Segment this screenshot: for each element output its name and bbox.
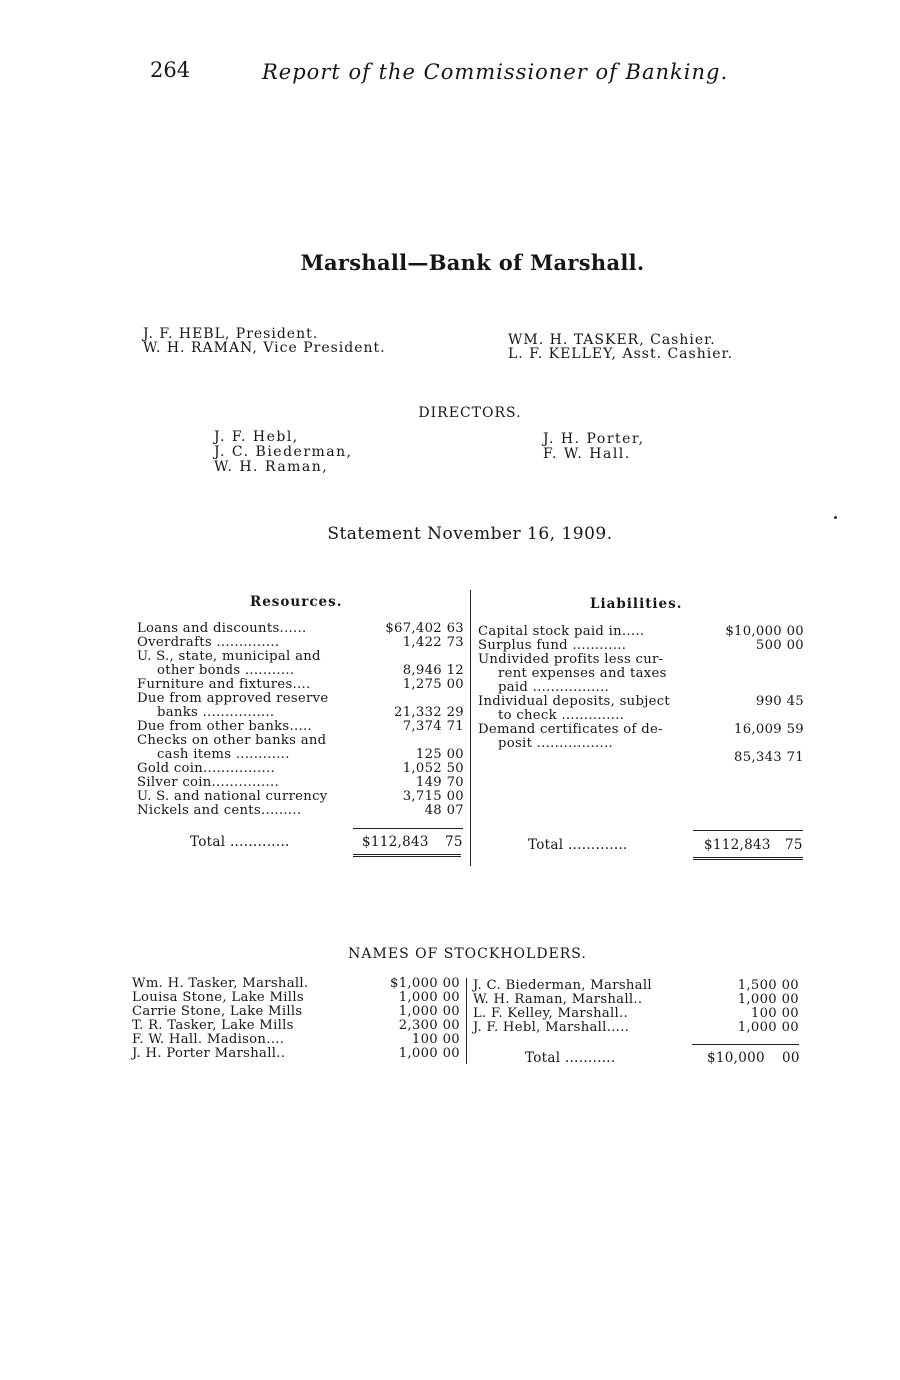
stockholders-total-dollars: $10,000 xyxy=(707,1050,765,1066)
officer-cashier: WM. H. TASKER, Cashier. xyxy=(508,332,716,348)
liabilities-total-dollars: $112,843 xyxy=(704,837,771,853)
stockholders-right-wrap xyxy=(473,979,799,1035)
table-row: 85,343 71 xyxy=(734,750,804,765)
page-number: 264 xyxy=(150,58,191,82)
table-row: Capital stock paid in..... $10,000 00 xyxy=(478,624,804,639)
table-row: Wm. H. Tasker, Marshall. $1,000 00 xyxy=(132,976,460,991)
resources-heading: Resources. xyxy=(250,594,343,610)
director-item: J. F. Hebl, xyxy=(214,429,299,445)
column-divider xyxy=(470,590,471,866)
liabilities-rule xyxy=(693,830,803,831)
table-row: Louisa Stone, Lake Mills 1,000 00 xyxy=(132,990,460,1005)
resources-double-rule xyxy=(353,854,461,857)
officer-vice-president: W. H. RAMAN, Vice President. xyxy=(143,340,386,356)
stockholders-total-cents: 00 xyxy=(782,1050,800,1066)
table-row: other bonds ........... 8,946 12 xyxy=(157,663,464,678)
officer-asst-cashier: L. F. KELLEY, Asst. Cashier. xyxy=(508,346,734,362)
table-row: Checks on other banks and xyxy=(137,733,327,748)
table-row: Silver coin............... 149 70 xyxy=(137,775,464,790)
table-row: U. S., state, municipal and xyxy=(137,649,321,664)
table-row: Furniture and fixtures.... 1,275 00 xyxy=(137,677,464,692)
stockholders-left-wrap xyxy=(132,977,460,1061)
table-row: Overdrafts .............. 1,422 73 xyxy=(137,635,464,650)
table-row: T. R. Tasker, Lake Mills 2,300 00 xyxy=(132,1018,460,1033)
directors-left xyxy=(214,430,353,475)
stockholders-right-table xyxy=(473,979,799,1035)
statement-title: Statement November 16, 1909. xyxy=(327,524,613,544)
table-row: J. C. Biederman, Marshall 1,500 00 xyxy=(473,978,799,993)
bank-title: Marshall—Bank of Marshall. xyxy=(300,250,645,275)
liabilities-total-cents: 75 xyxy=(785,837,803,853)
director-item: J. H. Porter, xyxy=(543,431,645,447)
resources-table xyxy=(137,622,464,818)
running-title: Report of the Commissioner of Banking. xyxy=(262,60,729,84)
table-row: cash items ............ 125 00 xyxy=(157,747,464,762)
table-row: posit ................. xyxy=(498,736,614,751)
resources-total-cents: 75 xyxy=(445,834,463,850)
resources-total-label: Total ............. xyxy=(190,834,290,850)
stray-mark xyxy=(834,516,837,519)
director-item: W. H. Raman, xyxy=(214,459,329,475)
table-row: Carrie Stone, Lake Mills 1,000 00 xyxy=(132,1004,460,1019)
stockholders-heading: NAMES OF STOCKHOLDERS. xyxy=(348,946,587,962)
director-item: F. W. Hall. xyxy=(543,446,631,462)
resources-table-wrap xyxy=(137,622,464,818)
officers-right xyxy=(508,333,733,361)
table-row: L. F. Kelley, Marshall.. 100 00 xyxy=(473,1006,799,1021)
directors-heading: DIRECTORS. xyxy=(418,405,522,421)
liabilities-table xyxy=(478,625,804,765)
resources-total-dollars: $112,843 xyxy=(362,834,429,850)
liabilities-double-rule xyxy=(693,857,803,860)
resources-rule xyxy=(353,828,463,829)
liabilities-table-wrap xyxy=(478,625,804,765)
liabilities-heading: Liabilities. xyxy=(590,596,683,612)
table-row: paid ................. xyxy=(498,680,610,695)
table-row: Due from other banks..... 7,374 71 xyxy=(137,719,464,734)
table-row: to check .............. xyxy=(498,708,625,723)
table-row: F. W. Hall. Madison.... 100 00 xyxy=(132,1032,460,1047)
table-row: Gold coin................ 1,052 50 xyxy=(137,761,464,776)
table-row: U. S. and national currency 3,715 00 xyxy=(137,789,464,804)
stockholders-total-label: Total ........... xyxy=(525,1050,616,1066)
table-row: rent expenses and taxes xyxy=(498,666,667,681)
director-item: J. C. Biederman, xyxy=(214,444,353,460)
table-row: Due from approved reserve xyxy=(137,691,329,706)
table-row: Demand certificates of de- 16,009 59 xyxy=(478,722,804,737)
officer-president: J. F. HEBL, President. xyxy=(143,326,319,342)
stockholders-rule xyxy=(692,1044,799,1045)
table-row: J. F. Hebl, Marshall..... 1,000 00 xyxy=(473,1020,799,1035)
table-row: Nickels and cents......... 48 07 xyxy=(137,803,464,818)
table-row: banks ................ 21,332 29 xyxy=(157,705,464,720)
table-row: J. H. Porter Marshall.. 1,000 00 xyxy=(132,1046,460,1061)
table-row: Undivided profits less cur- xyxy=(478,652,664,667)
liabilities-total-label: Total ............. xyxy=(528,837,628,853)
table-row: W. H. Raman, Marshall.. 1,000 00 xyxy=(473,992,799,1007)
stockholders-divider xyxy=(466,978,467,1064)
directors-right xyxy=(543,432,645,462)
table-row: Individual deposits, subject 990 45 xyxy=(478,694,804,709)
stockholders-left-table xyxy=(132,977,460,1061)
officers-left xyxy=(143,327,386,355)
table-row: Loans and discounts...... $67,402 63 xyxy=(137,621,464,636)
table-row: Surplus fund ............ 500 00 xyxy=(478,638,804,653)
